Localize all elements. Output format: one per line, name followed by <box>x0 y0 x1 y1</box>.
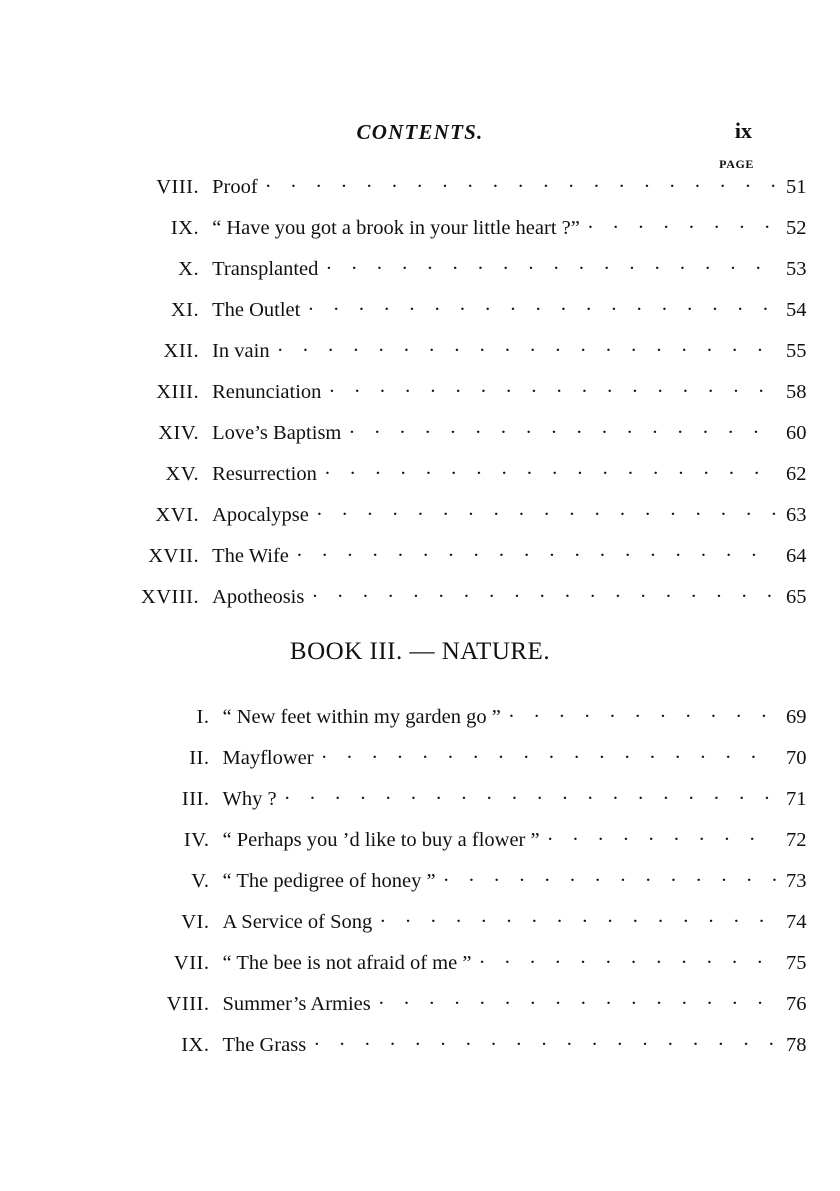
toc-entry-title: In vain <box>212 339 270 362</box>
toc-entry-title: “ Have you got a brook in your little heart ?” <box>212 216 580 239</box>
toc-leader-dots <box>266 172 776 193</box>
toc-entry-number: IV. <box>183 828 210 851</box>
toc-entry-title: The Wife <box>212 544 289 567</box>
toc-leader-dots <box>297 541 776 562</box>
toc-entry[interactable] <box>0 907 840 948</box>
toc-entry-number: XII. <box>163 339 200 362</box>
toc-entry-number: XVIII. <box>140 585 200 608</box>
toc-entry-number: V. <box>191 869 210 892</box>
toc-entry-number: XV. <box>165 462 200 485</box>
toc-entry-page: 73 <box>786 869 807 892</box>
toc-entry[interactable] <box>0 213 840 254</box>
toc-entry-number: XIV. <box>158 421 200 444</box>
toc-entry-page: 63 <box>786 503 807 526</box>
toc-leader-dots <box>444 866 776 887</box>
toc-entry-body <box>212 172 840 199</box>
toc-leader-dots <box>588 213 776 234</box>
toc-leader-dots <box>548 825 776 846</box>
toc-entry[interactable] <box>0 866 840 907</box>
toc-leader-dots <box>349 418 776 439</box>
toc-entry[interactable] <box>0 989 840 1030</box>
running-head <box>0 120 840 150</box>
toc-entry-title: Why ? <box>222 787 277 810</box>
toc-entry-body <box>212 336 840 363</box>
toc-entry-title: Transplanted <box>212 257 319 280</box>
toc-entry[interactable] <box>0 295 840 336</box>
toc-entry-body <box>212 213 840 240</box>
toc-entry-number: IX. <box>181 1033 210 1056</box>
toc-entry-body <box>223 866 840 893</box>
toc-entry-body <box>223 825 840 852</box>
toc-entry-page: 53 <box>786 257 807 280</box>
toc-list-book-two <box>0 172 840 623</box>
toc-entry-title: Love’s Baptism <box>212 421 342 444</box>
toc-entry[interactable] <box>0 377 840 418</box>
toc-entry-body <box>223 989 840 1016</box>
toc-list-book-three <box>0 702 840 1071</box>
toc-entry[interactable] <box>0 336 840 377</box>
toc-leader-dots <box>314 1030 776 1051</box>
toc-leader-dots <box>322 743 776 764</box>
toc-leader-dots <box>278 336 776 357</box>
toc-entry-page: 72 <box>786 828 807 851</box>
toc-entry-number: X. <box>178 257 200 280</box>
toc-entry-body <box>212 459 840 486</box>
toc-entry-number: VIII. <box>166 992 210 1015</box>
toc-entry-page: 51 <box>786 175 807 198</box>
toc-entry-body <box>212 295 840 322</box>
toc-entry-page: 62 <box>786 462 807 485</box>
toc-entry-number: VIII. <box>156 175 200 198</box>
toc-entry-number: I. <box>196 705 210 728</box>
toc-entry-title: Apocalypse <box>212 503 309 526</box>
toc-leader-dots <box>509 702 776 723</box>
toc-entry-number: VII. <box>173 951 210 974</box>
toc-leader-dots <box>312 582 776 603</box>
toc-entry-body <box>223 1030 840 1057</box>
toc-entry-page: 71 <box>786 787 807 810</box>
toc-entry-number: II. <box>189 746 210 769</box>
toc-entry[interactable] <box>0 254 840 295</box>
toc-entry-title: Summer’s Armies <box>222 992 371 1015</box>
toc-entry-page: 69 <box>786 705 807 728</box>
page-title: CONTENTS. <box>356 120 484 144</box>
toc-entry[interactable] <box>0 418 840 459</box>
toc-entry[interactable] <box>0 784 840 825</box>
toc-entry-body <box>212 418 840 445</box>
toc-entry-page: 78 <box>786 1033 807 1056</box>
toc-entry-body <box>223 784 840 811</box>
toc-entry-page: 55 <box>786 339 807 362</box>
toc-entry-page: 60 <box>786 421 807 444</box>
toc-entry-number: XVII. <box>148 544 200 567</box>
book-heading-nature: BOOK III. — NATURE. <box>289 638 551 665</box>
toc-entry-title: “ The bee is not afraid of me ” <box>222 951 472 974</box>
toc-entry[interactable] <box>0 1030 840 1071</box>
toc-entry-body <box>212 254 840 281</box>
toc-entry-title: Renunciation <box>212 380 322 403</box>
toc-entry-body <box>212 541 840 568</box>
toc-entry-page: 58 <box>786 380 807 403</box>
toc-entry-title: Proof <box>212 175 258 198</box>
toc-entry[interactable] <box>0 825 840 866</box>
toc-entry-number: XVI. <box>155 503 200 526</box>
toc-entry-page: 75 <box>786 951 807 974</box>
toc-entry-page: 64 <box>786 544 807 567</box>
toc-leader-dots <box>326 254 776 275</box>
toc-entry-body <box>212 582 840 609</box>
toc-leader-dots <box>479 948 776 969</box>
toc-entry[interactable] <box>0 743 840 784</box>
toc-entry-page: 52 <box>786 216 807 239</box>
toc-entry[interactable] <box>0 541 840 582</box>
toc-entry-title: Mayflower <box>222 746 314 769</box>
toc-entry-body <box>223 702 840 729</box>
toc-leader-dots <box>308 295 776 316</box>
toc-entry[interactable] <box>0 500 840 541</box>
toc-leader-dots <box>325 459 776 480</box>
page-column-header: PAGE <box>719 157 754 171</box>
toc-entry-number: VI. <box>181 910 210 933</box>
toc-entry-page: 70 <box>786 746 807 769</box>
toc-entry-title: “ The pedigree of honey ” <box>222 869 436 892</box>
toc-entry[interactable] <box>0 702 840 743</box>
toc-entry-title: Apotheosis <box>212 585 305 608</box>
toc-entry-body <box>223 743 840 770</box>
toc-entry-number: IX. <box>170 216 200 239</box>
toc-entry[interactable] <box>0 948 840 989</box>
toc-entry[interactable] <box>0 459 840 500</box>
toc-leader-dots <box>285 784 776 805</box>
toc-entry-page: 76 <box>786 992 807 1015</box>
toc-leader-dots <box>329 377 776 398</box>
toc-entry-number: XI. <box>170 298 200 321</box>
toc-entry-title: The Outlet <box>212 298 301 321</box>
toc-entry-body <box>212 377 840 404</box>
toc-entry[interactable] <box>0 582 840 623</box>
toc-entry-number: III. <box>181 787 210 810</box>
toc-entry-title: “ New feet within my garden go ” <box>222 705 501 728</box>
toc-entry-title: Resurrection <box>212 462 317 485</box>
folio-number: ix <box>734 118 752 143</box>
toc-entry-body <box>223 948 840 975</box>
toc-leader-dots <box>380 907 776 928</box>
toc-entry-title: “ Perhaps you ’d like to buy a flower ” <box>222 828 540 851</box>
toc-entry-page: 74 <box>786 910 807 933</box>
toc-entry-page: 65 <box>786 585 807 608</box>
toc-entry-number: XIII. <box>156 380 200 403</box>
toc-leader-dots <box>379 989 776 1010</box>
toc-entry-title: A Service of Song <box>222 910 373 933</box>
toc-entry-page: 54 <box>786 298 807 321</box>
toc-entry-body <box>212 500 840 527</box>
toc-entry[interactable] <box>0 172 840 213</box>
toc-leader-dots <box>317 500 776 521</box>
toc-entry-title: The Grass <box>222 1033 307 1056</box>
toc-entry-body <box>223 907 840 934</box>
